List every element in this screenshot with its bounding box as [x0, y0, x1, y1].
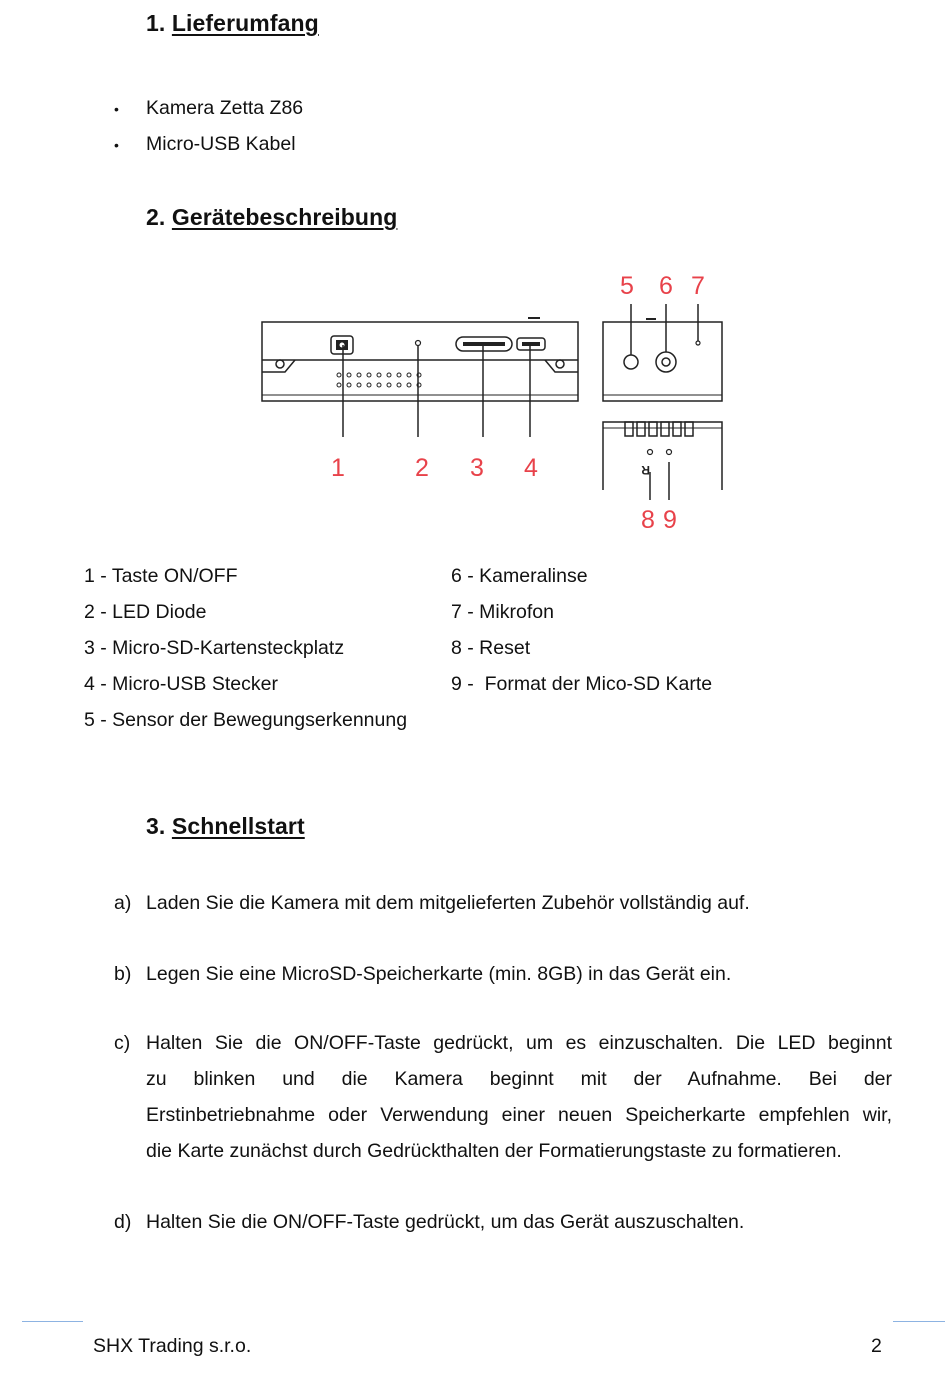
callout-1: 1 [331, 454, 345, 482]
legend-item: 7 - Mikrofon [451, 601, 554, 623]
legend-item: 3 - Micro-SD-Kartensteckplatz [84, 637, 345, 659]
list-item-text: Kamera Zetta Z86 [146, 97, 304, 119]
step-text: Legen Sie eine MicroSD-Speicherkarte (min. 8GB) in das Gerät ein. [146, 963, 732, 985]
step-text [146, 1025, 892, 1169]
usb-port-icon [517, 338, 545, 350]
camera-lens-icon [656, 352, 676, 372]
step-line: zu blinken und die Kamera beginnt mit der Aufnahme. Bei der [146, 1068, 892, 1090]
led-icon [416, 341, 421, 346]
callout-3: 3 [470, 454, 484, 482]
motion-sensor-icon [624, 355, 638, 369]
step-text: Laden Sie die Kamera mit dem mitgelieferten Zubehör vollständig auf. [146, 892, 750, 914]
device-diagram [0, 0, 950, 560]
page-number: 2 [871, 1335, 882, 1357]
power-button-icon [331, 336, 353, 354]
callout-2: 2 [415, 454, 429, 482]
callout-7: 7 [691, 272, 705, 300]
step-line: die Karte zunächst durch Gedrückthalten der Formatierungstaste zu formatieren. [146, 1140, 842, 1162]
footer-company: SHX Trading s.r.o. [93, 1335, 252, 1357]
section-title: Lieferumfang [171, 10, 319, 36]
callout-4: 4 [524, 454, 538, 482]
section-heading-lieferumfang: 1. Lieferumfang [146, 10, 319, 36]
legend-item: 1 - Taste ON/OFF [84, 565, 238, 587]
section-heading-schnellstart: 3. Schnellstart [146, 813, 305, 839]
reset-hole-icon [648, 450, 653, 455]
callout-6: 6 [659, 272, 673, 300]
format-hole-icon [667, 450, 672, 455]
legend-right [451, 558, 712, 702]
legend-item: 8 - Reset [451, 637, 531, 659]
microphone-icon [696, 341, 700, 345]
step-line: Erstinbetriebnahme oder Verwendung einer neuen Speicherkarte empfehlen wir, [146, 1104, 892, 1126]
bullet-icon: • [114, 137, 119, 153]
legend-item: 5 - Sensor der Bewegungserkennung [84, 709, 408, 731]
legend-item: 6 - Kameralinse [451, 565, 588, 587]
step-text: Halten Sie die ON/OFF-Taste gedrückt, um das Gerät auszuschalten. [146, 1211, 745, 1233]
camera-bottom-view [603, 422, 722, 490]
list-item-text: Micro-USB Kabel [146, 133, 296, 155]
legend-item: 2 - LED Diode [84, 601, 207, 623]
legend-item: 9 - Format der Mico-SD Karte [451, 673, 713, 695]
step-line: Halten Sie die ON/OFF-Taste gedrückt, um es einzuschalten. Die LED beginnt [146, 1032, 892, 1054]
legend-left [84, 558, 407, 738]
legend-item: 4 - Micro-USB Stecker [84, 673, 278, 695]
section-title: Gerätebeschreibung [171, 204, 398, 230]
screw-icon [276, 360, 284, 368]
step-label: d) [114, 1211, 132, 1233]
section-heading-geraetebeschreibung: 2. Gerätebeschreibung [146, 204, 398, 230]
callout-5: 5 [620, 272, 634, 300]
footer-rule-right [893, 1321, 945, 1322]
step-label: a) [114, 892, 132, 914]
step-label: c) [114, 1032, 131, 1054]
section-title: Schnellstart [171, 813, 305, 839]
callout-9: 9 [663, 506, 677, 534]
step-label: b) [114, 963, 132, 985]
screw-icon [556, 360, 564, 368]
reset-letter: R [641, 463, 650, 477]
bullet-icon: • [114, 101, 119, 117]
footer-rule-left [22, 1321, 83, 1322]
callout-8: 8 [641, 506, 655, 534]
vent-grid [337, 373, 421, 387]
sd-slot-icon [456, 337, 512, 351]
